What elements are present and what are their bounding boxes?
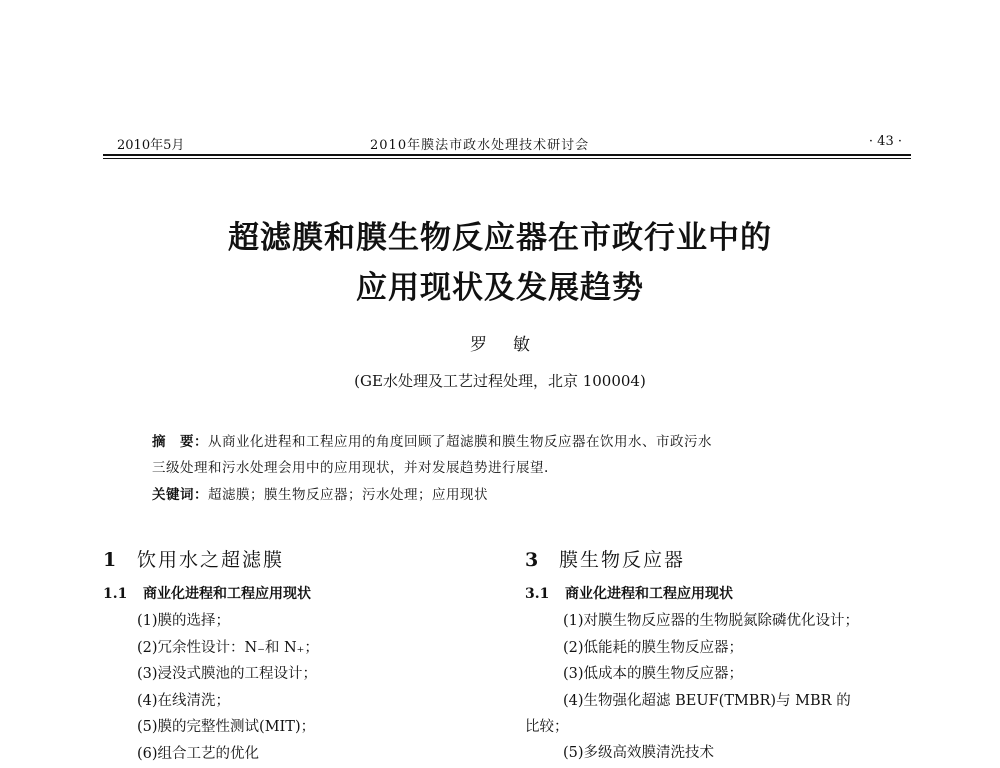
running-header <box>100 134 910 154</box>
list-item: (3)浸没式膜池的工程设计； <box>103 662 483 689</box>
list-item: (6)组合工艺的优化 <box>103 742 483 768</box>
header-page-number: · 43 · <box>869 134 902 149</box>
author-name: 罗敏 <box>0 330 1000 355</box>
title-line-1: 超滤膜和膜生物反应器在市政行业中的 <box>0 212 1000 257</box>
subsection-title: 商业化进程和工程应用现状 <box>565 586 733 602</box>
section-heading <box>103 545 483 569</box>
affiliation: (GE水处理及工艺过程处理，北京 100004) <box>0 370 1000 391</box>
list-item: (4)生物强化超滤 BEUF(TMBR)与 MBR 的 <box>525 689 925 716</box>
section-heading <box>525 545 925 569</box>
list-item: (1)膜的选择； <box>103 609 483 636</box>
section-number: 3 <box>525 549 559 571</box>
list-item: (5)多级高效膜清洗技术 <box>525 741 925 768</box>
header-rule-thick <box>103 154 911 156</box>
subsection-heading <box>525 583 925 609</box>
abstract-label: 摘 要： <box>152 434 208 450</box>
header-rule-thin <box>103 158 911 159</box>
list-item: (2)冗余性设计：N₋和 N₊； <box>103 636 483 663</box>
keywords-text: 超滤膜；膜生物反应器；污水处理；应用现状 <box>208 487 488 503</box>
header-conference: 2010年膜法市政水处理技术研讨会 <box>370 134 589 153</box>
section-title: 膜生物反应器 <box>559 549 685 571</box>
abstract-text-2: 三级处理和污水处理会用中的应用现状，并对发展趋势进行展望. <box>152 460 549 476</box>
abstract-text-1: 从商业化进程和工程应用的角度回顾了超滤膜和膜生物反应器在饮用水、市政污水 <box>208 434 712 450</box>
list-item: (5)膜的完整性测试(MIT)； <box>103 715 483 742</box>
list-item: (4)在线清洗； <box>103 689 483 716</box>
list-item: (3)低成本的膜生物反应器； <box>525 662 925 689</box>
subsection-number: 3.1 <box>525 586 565 602</box>
list-item-continuation: 比较； <box>525 715 925 741</box>
keywords-line <box>152 483 872 503</box>
subsection-number: 1.1 <box>103 586 143 602</box>
subsection-heading <box>103 583 483 609</box>
list-item: (1)对膜生物反应器的生物脱氮除磷优化设计； <box>525 609 925 636</box>
title-line-2: 应用现状及发展趋势 <box>0 262 1000 307</box>
header-date: 2010年5月 <box>117 134 184 153</box>
list-item: (2)低能耗的膜生物反应器； <box>525 636 925 663</box>
keywords-label: 关键词： <box>152 487 208 503</box>
abstract-line-2 <box>152 456 872 476</box>
left-column <box>103 545 483 768</box>
section-title: 饮用水之超滤膜 <box>137 549 284 571</box>
subsection-title: 商业化进程和工程应用现状 <box>143 586 311 602</box>
right-column <box>525 545 925 768</box>
abstract-line-1 <box>152 430 872 450</box>
section-number: 1 <box>103 549 137 571</box>
